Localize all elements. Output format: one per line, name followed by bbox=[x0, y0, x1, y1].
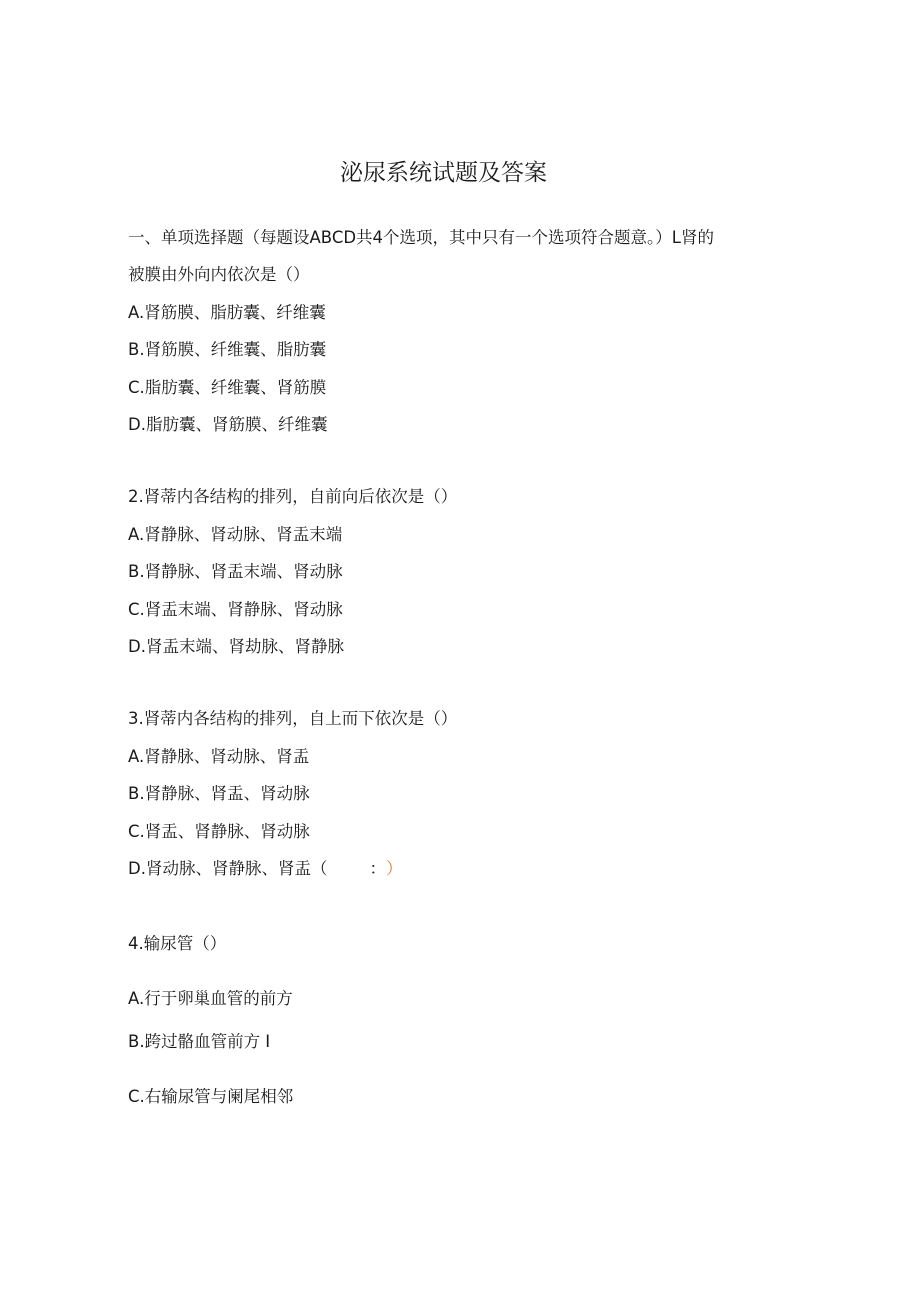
question-2-option-d: D.肾盂末端、肾劫脉、肾静脉 bbox=[128, 637, 344, 656]
question-1-option-c: C.脂肪囊、纤维囊、肾筋膜 bbox=[128, 378, 327, 397]
question-4-stem: 4.输尿管（） bbox=[128, 934, 227, 953]
question-1-stem-line-1: 一、单项选择题（每题设ABCD共4个选项，其中只有一个选项符合题意。）L肾的 bbox=[128, 228, 714, 247]
question-2-stem: 2.肾蒂内各结构的排列，自前向后依次是（） bbox=[128, 487, 458, 506]
question-3-option-a: A.肾静脉、肾动脉、肾盂 bbox=[128, 747, 310, 766]
question-1-option-a: A.肾筋膜、脂肪囊、纤维囊 bbox=[128, 303, 326, 322]
question-2-option-a: A.肾静脉、肾动脉、肾盂末端 bbox=[128, 525, 343, 544]
question-2-option-b: B.肾静脉、肾盂末端、肾动脉 bbox=[128, 562, 343, 581]
question-3-option-d-text: D.肾动脉、肾静脉、肾盂（ bbox=[128, 859, 328, 878]
page-title: 泌尿系统试题及答案 bbox=[340, 160, 547, 186]
answer-blank-close-paren: ） bbox=[385, 859, 403, 878]
answer-blank-colon: ： bbox=[369, 859, 386, 878]
question-1-option-b: B.肾筋膜、纤维囊、脂肪囊 bbox=[128, 340, 327, 359]
question-3-stem: 3.肾蒂内各结构的排列，自上而下依次是（） bbox=[128, 709, 458, 728]
question-4-option-c: C.右输尿管与阑尾相邻 bbox=[128, 1087, 294, 1106]
question-1-option-d: D.脂肪囊、肾筋膜、纤维囊 bbox=[128, 415, 328, 434]
question-4-option-a: A.行于卵巢血管的前方 bbox=[128, 989, 293, 1008]
question-3-option-b: B.肾静脉、肾盂、肾动脉 bbox=[128, 784, 310, 803]
question-2-option-c: C.肾盂末端、肾静脉、肾动脉 bbox=[128, 600, 343, 619]
question-1-stem-line-2: 被膜由外向内依次是（） bbox=[128, 265, 310, 284]
question-3-option-d bbox=[128, 858, 402, 880]
question-4-option-b: B.跨过骼血管前方 I bbox=[128, 1032, 271, 1051]
question-3-option-c: C.肾盂、肾静脉、肾动脉 bbox=[128, 822, 310, 841]
